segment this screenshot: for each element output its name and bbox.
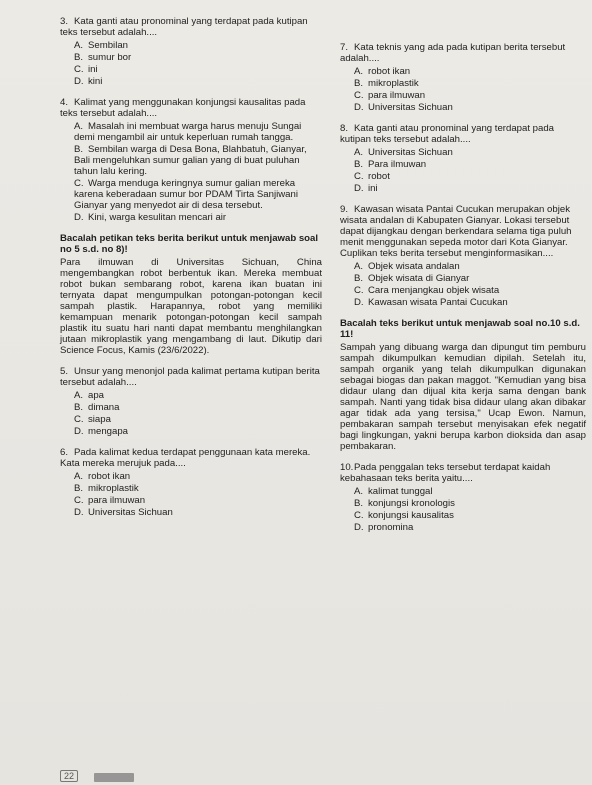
option-list bbox=[354, 486, 586, 533]
option-list bbox=[74, 471, 322, 518]
option-b[interactable]: B. Sembilan warga di Desa Bona, Blahbatuh, Gianyar, Bali mengeluhkan sumur galian yang di buat puluhan tahun lalu kering. bbox=[74, 144, 307, 177]
option-b[interactable]: B. konjungsi kronologis bbox=[354, 498, 455, 509]
question-stem: Kawasan wisata Pantai Cucukan merupakan objek wisata andalan di Kabupaten Gianyar. Lokasi tersebut dapat dijangkau dengan berkendara selama tiga puluh menit menggunakan sepeda motor dari Kota Gianyar. Cuplikan teks berita tersebut menginformasikan.... bbox=[340, 204, 572, 259]
question-3 bbox=[60, 16, 322, 87]
option-a[interactable]: A. robot ikan bbox=[354, 66, 411, 77]
option-d[interactable]: D. mengapa bbox=[74, 426, 129, 437]
option-d[interactable]: D. ini bbox=[354, 183, 378, 194]
option-c[interactable]: C. para ilmuwan bbox=[354, 90, 426, 101]
question-8 bbox=[340, 123, 586, 194]
question-6 bbox=[60, 447, 322, 518]
option-list bbox=[74, 40, 322, 87]
question-stem: Kalimat yang menggunakan konjungsi kausalitas pada teks tersebut adalah.... bbox=[60, 97, 306, 119]
option-a[interactable]: A. Objek wisata andalan bbox=[354, 261, 460, 272]
question-stem: Unsur yang menonjol pada kalimat pertama kutipan berita tersebut adalah.... bbox=[60, 366, 320, 388]
question-stem: Pada penggalan teks tersebut terdapat kaidah kebahasaan teks berita yaitu.... bbox=[340, 462, 551, 484]
option-d[interactable]: D. Kini, warga kesulitan mencari air bbox=[74, 212, 227, 223]
question-10 bbox=[340, 462, 586, 533]
option-a[interactable]: A. Masalah ini membuat warga harus menuju Sungai demi mengambil air untuk keperluan rumah tangga. bbox=[74, 121, 302, 143]
question-stem: Kata ganti atau pronominal yang terdapat pada kutipan teks tersebut adalah.... bbox=[340, 123, 555, 145]
print-smudge bbox=[94, 773, 134, 782]
right-column bbox=[340, 42, 586, 543]
question-number: 8. bbox=[340, 123, 349, 134]
question-5 bbox=[60, 366, 322, 437]
option-c[interactable]: C. siapa bbox=[74, 414, 111, 425]
question-4 bbox=[60, 97, 322, 223]
news-passage-1 bbox=[60, 233, 322, 356]
option-d[interactable]: D. kini bbox=[74, 76, 103, 87]
option-a[interactable]: A. robot ikan bbox=[74, 471, 131, 482]
option-c[interactable]: C. ini bbox=[74, 64, 98, 75]
option-a[interactable]: A. kalimat tunggal bbox=[354, 486, 433, 497]
option-d[interactable]: D. pronomina bbox=[354, 522, 414, 533]
option-b[interactable]: B. mikroplastik bbox=[354, 78, 419, 89]
option-b[interactable]: B. dimana bbox=[74, 402, 120, 413]
option-list bbox=[354, 261, 586, 308]
question-number: 3. bbox=[60, 16, 69, 27]
question-number: 7. bbox=[340, 42, 349, 53]
option-c[interactable]: C. konjungsi kausalitas bbox=[354, 510, 454, 521]
question-number: 6. bbox=[60, 447, 69, 458]
question-stem: Kata ganti atau pronominal yang terdapat pada kutipan teks tersebut adalah.... bbox=[60, 16, 308, 38]
option-d[interactable]: D. Universitas Sichuan bbox=[354, 102, 453, 113]
question-number: 4. bbox=[60, 97, 69, 108]
option-list bbox=[74, 390, 322, 437]
option-c[interactable]: C. robot bbox=[354, 171, 390, 182]
option-b[interactable]: B. Objek wisata di Gianyar bbox=[354, 273, 470, 284]
option-a[interactable]: A. Sembilan bbox=[74, 40, 128, 51]
option-b[interactable]: B. sumur bor bbox=[74, 52, 132, 63]
question-stem: Pada kalimat kedua terdapat penggunaan kata mereka. Kata mereka merujuk pada.... bbox=[60, 447, 311, 469]
option-c[interactable]: C. Warga menduga keringnya sumur galian mereka karena keberadaan sumur bor PDAM Tirta Sanjiwani Gianyar yang menyedot air di desa tersebut. bbox=[74, 178, 298, 211]
question-stem: Kata teknis yang ada pada kutipan berita tersebut adalah.... bbox=[340, 42, 566, 64]
option-list bbox=[354, 66, 586, 113]
question-number: 9. bbox=[340, 204, 349, 215]
page-number: 22 bbox=[60, 770, 78, 782]
passage-text: Para ilmuwan di Universitas Sichuan, China mengembangkan robot berbentuk ikan. Mereka membuat robot bukan sembarang robot, karena ikan buatan ini ternyata dapat mengumpulkan potongan-potongan kecil sampah plastik. Harapannya, robot yang memiliki kemampuan menarik potongan-potongan kecil sampah plastik itu suatu hari nanti dapat membantu menghilangkan jutaan mikroplastik yang mengambang di laut. Dikutip dari Science Focus, Kamis (23/6/2022). bbox=[60, 257, 322, 356]
question-number: 5. bbox=[60, 366, 69, 377]
left-column bbox=[60, 16, 322, 528]
option-c[interactable]: C. Cara menjangkau objek wisata bbox=[354, 285, 500, 296]
option-a[interactable]: A. apa bbox=[74, 390, 105, 401]
option-list bbox=[354, 147, 586, 194]
option-list bbox=[74, 121, 322, 223]
question-9 bbox=[340, 204, 586, 308]
option-c[interactable]: C. para ilmuwan bbox=[74, 495, 146, 506]
question-7 bbox=[340, 42, 586, 113]
page-footer bbox=[60, 770, 140, 785]
option-d[interactable]: D. Universitas Sichuan bbox=[74, 507, 173, 518]
option-b[interactable]: B. Para ilmuwan bbox=[354, 159, 427, 170]
option-a[interactable]: A. Universitas Sichuan bbox=[354, 147, 453, 158]
passage-text: Sampah yang dibuang warga dan dipungut tim pemburu sampah dikumpulkan kemudian dipilah. Setelah itu, sampah organik yang telah dikumpulkan digunakan sebagai biogas dan pakan maggot. "Kemudian yang bisa didaur ulang dan dijual kita kerja sama dengan bank sampah. Nanti yang tidak bisa didaur ulang akan dibakar agar tidak ada yang tersisa," Ucap Ewon. Namun, pembakaran sampah tersebut menyisakan efek negatif bagi lingkungan, yakni berupa karbon dioksida dan asap pembakaran. bbox=[340, 342, 586, 452]
passage-instruction: Bacalah teks berikut untuk menjawab soal no.10 s.d. 11! bbox=[340, 318, 580, 340]
option-b[interactable]: B. mikroplastik bbox=[74, 483, 139, 494]
passage-instruction: Bacalah petikan teks berita berikut untuk menjawab soal no 5 s.d. no 8)! bbox=[60, 233, 319, 255]
option-d[interactable]: D. Kawasan wisata Pantai Cucukan bbox=[354, 297, 508, 308]
question-number: 10. bbox=[340, 462, 354, 473]
news-passage-2 bbox=[340, 318, 586, 452]
